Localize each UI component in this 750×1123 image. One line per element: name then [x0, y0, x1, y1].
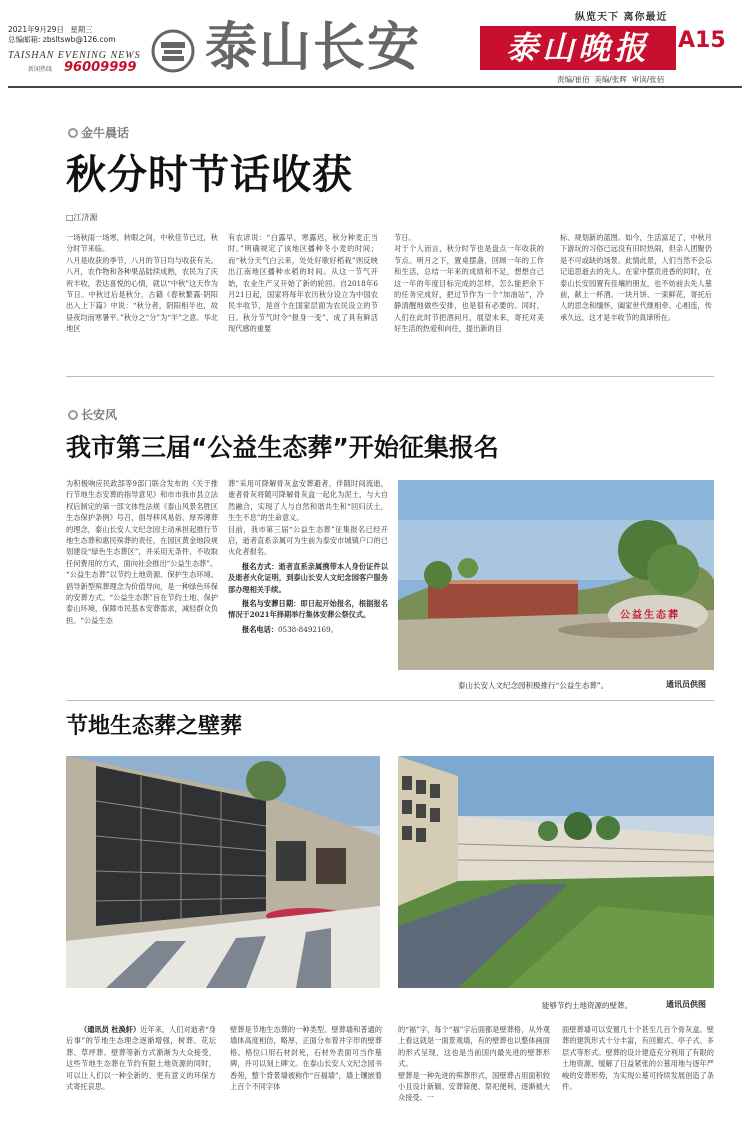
section-title: 泰山长安	[205, 18, 422, 78]
article3-column-1-text: 近年来，人们对逝者“身后事”的节地生态理念逐渐增强，树葬、花坛葬、草坪葬、壁葬等新方式渐渐为大众接受，这些节地生态葬在节约有限土地资源的同时，可以让人们以一种全新的、更有意义的环保方式寄托哀思。	[66, 1025, 216, 1092]
editor-email-line	[8, 34, 116, 45]
memorial-stone-text: 公益生态葬	[620, 610, 680, 621]
editor-email: zbsltswb@126.com	[42, 35, 116, 44]
signup-dates	[228, 598, 388, 621]
article2-divider	[66, 700, 714, 701]
article2-column-2-text: 葬”采用可降解骨灰盒安葬避者，伴随时间流逝，逝者骨灰将随可降解骨灰盒一起化为泥土，与大自然融合，实现了人与自然和谐共生和“回归沃土，生生不息”的生命意义。 目前，我市第三届“公益生态葬”征集报名已经开启，逝者直系亲属可为生前为泰安市城镇户口的已火化者报名。	[228, 479, 388, 557]
article1-title: 秋分时节话收获	[66, 152, 353, 198]
article3-column-3: 的“福”字，每个“福”字后面都是壁葬格，从外观上看这就是一面景观墙，有的壁葬也以整体画面的形式呈现，这也是当前国内最先进的壁葬形式。 壁葬是一种先进的殡葬形式，国壁葬占用面积较小且设计新颖、安葬简便、祭祀便利，逐渐被大众接受。一	[398, 1025, 550, 1103]
signup-phone-number: 0538-8492169。	[277, 624, 338, 634]
signup-phone-label: 报名电话：	[242, 624, 278, 634]
kicker-bullet-icon	[68, 410, 78, 420]
article1-column-3: 节日。 对于个人而言，秋分时节也是盘点一年收获的节点。明月之下，置桌摆盏，回顾一年的工作和生活，总结一年来的成绩和不足，想想自己这一年的年度目标完成的怎样，怎么能把余下的任务完成好，把过节作为一个“加油站”，冷静清醒地做些安排，也是很有必要的。同时，人们在此时节把酒问月，展望未来，寄托对美好生活的热爱和向往，提出新的目	[394, 233, 544, 334]
article3-photo-caption: 能够节约土地资源的壁葬。	[542, 1001, 632, 1010]
email-label: 总编邮箱:	[8, 35, 41, 44]
article1-column-4: 标、规划新的蓝图。如今，生活富足了，中秋月下游玩的习俗已远没有旧时热闹，但亲人团聚仍是不可或缺的场景。此情此景，人们当然不会忘记追思逝去的先人。在家中摆贡进香的同时，在泰山长安园置有佳壤的朋友，也不妨前去先人墓前，献上一杯酒、一块月饼、一束鲜花，寄托后人的思念和缅怀，阖家世代继相牵、心相连，传承久远，这才是丰收节的真谛所在。	[560, 233, 712, 322]
wall-burial-photo-right	[398, 756, 714, 988]
signup-phone	[228, 624, 388, 635]
article1-kicker	[68, 124, 129, 141]
signup-method-label: 报名方式：	[242, 561, 279, 571]
hotline-number: 96009999	[64, 60, 137, 75]
signup-method	[228, 561, 388, 595]
article2-photo-caption: 泰山长安人文纪念园积极推行“公益生态葬”。	[458, 681, 609, 690]
header-divider	[8, 86, 742, 88]
article2-column-1: 为积极响应民政部等9部门联合发布的《关于推行节地生态安葬的指导意见》和市市我市县立法权后制定的第一部文体性法规《泰山风景名胜区生态保护条例》号召，倡导移风易俗、厚养薄葬的理念，泰山长安人文纪念园主动承担起推行节地生态葬和惠民殡葬的责任，在园区黄金地段规划建设“绿色生态葬区”，并采用无条件、不收取任何费用的方式，面向社会推出“公益生态葬”。 “公益生态葬”以节约土地资源、保护生态环境、倡导新型殡葬理念为价值导向，是一种绿色环保的安葬方式。“公益生态葬”旨在节约土地、保护泰山环境，保障市民基本安葬需求，减轻群众负担。“公益生态	[66, 479, 218, 625]
signup-dates-text: 即日起开始报名，根据报名情况于2021年择期举行集体安葬公祭仪式。	[228, 599, 388, 620]
article2-kicker	[68, 406, 117, 423]
article3-title: 节地生态葬之壁葬	[66, 714, 243, 739]
paper-english-name: TAISHAN EVENING NEWS	[8, 50, 141, 61]
hotline-label: 新闻热线	[28, 66, 53, 73]
article1-kicker-text: 金牛晨话	[81, 126, 130, 140]
wall-burial-photo-left	[66, 756, 380, 988]
signup-method-text: 逝者直系亲属携带本人身份证件以及逝者火化证明，到泰山长安人文纪念园客户服务部办理相关手续。	[228, 561, 388, 594]
paper-slogan: 纵览天下 离你最近	[575, 12, 668, 23]
article2-kicker-text: 长安风	[81, 408, 118, 422]
paper-logo	[480, 26, 676, 70]
signup-dates-label: 报名与安葬日期：	[242, 599, 301, 609]
article3-column-4: 面壁葬墙可以安置几十个甚至几百个骨灰盒。壁葬的建筑形式十分丰富，有回廊式、亭子式、多层式等形式。壁葬的设计建造充分利用了有限的土地资源，缓解了日益紧张的公墓用地与逐年严峻的安葬形势，为实现公墓可持续发展创造了条件。	[562, 1025, 714, 1092]
article1-byline: □江济源	[66, 213, 98, 222]
article1-column-1: 一场秋雨一场寒，转眼之间，中秋佳节已过，秋分时节来临。 八月是收获的季节，八月的节日均与收获有关。八月，农作物和各种果品陆续成熟，农民为了庆祝丰收，表达喜悦的心情，就以“中秋”这天作为节日。中秋过后是秋分，古籍《春秋繁露·阴阳出入上下篇》中说：“秋分者，阴阳相半也，故昼夜均而寒暑平。”秋分之“分”为“半”之意。华北地区	[66, 233, 218, 334]
paper-name: 泰山晚报	[505, 29, 650, 67]
article1-divider	[66, 376, 714, 377]
article2-photo-credit: 通讯员供图	[666, 680, 706, 689]
kicker-bullet-icon	[68, 128, 78, 138]
article2-title: 我市第三届“公益生态葬”开始征集报名	[66, 433, 499, 462]
eco-burial-park-photo	[398, 480, 714, 670]
article3-column-2: 壁葬是节地生态葬的一种类型。壁葬墙和普通的墙体高度相仿，略厚，正面分布着井字形的壁葬格。格位口用石材封死，石材外表面可当作墓碑，并可以刻上碑文。在泰山长安人文纪念园书香苑，整个背景墙被称作“百福墙”，墙上镶嵌着上百个不同字体	[230, 1025, 382, 1092]
article3-byline: （通讯员 杜涣轩）	[80, 1025, 141, 1034]
section-emblem-icon	[150, 28, 196, 74]
issue-weekday: 星期三	[70, 25, 93, 34]
article3-column-1	[66, 1024, 216, 1092]
article3-photo-credit: 通讯员供图	[666, 1000, 706, 1009]
article1-column-2: 有农谚说：“白露早，寒露迟，秋分种麦正当时。”明确规定了该地区播种冬小麦的时间；而“秋分天气白云来，处处好歌好稻栽”则反映出江南地区播种水稻的时间。从这一节气开始，农业生产又开始了新的轮回。自2018年6月21日起，国家将每年农历秋分设立为中国农民丰收节，是首个在国家层面为农民设立的节日。秋分节气时令“报身一变”，成了具有鲜活现代感的重要	[228, 233, 378, 334]
article2-column-2	[228, 478, 388, 635]
page-credits: 责编/崔佰 美编/张辉 审读/张佰	[557, 75, 665, 84]
issue-date: 2021年9月29日	[8, 25, 64, 34]
page-number: A15	[678, 28, 726, 53]
